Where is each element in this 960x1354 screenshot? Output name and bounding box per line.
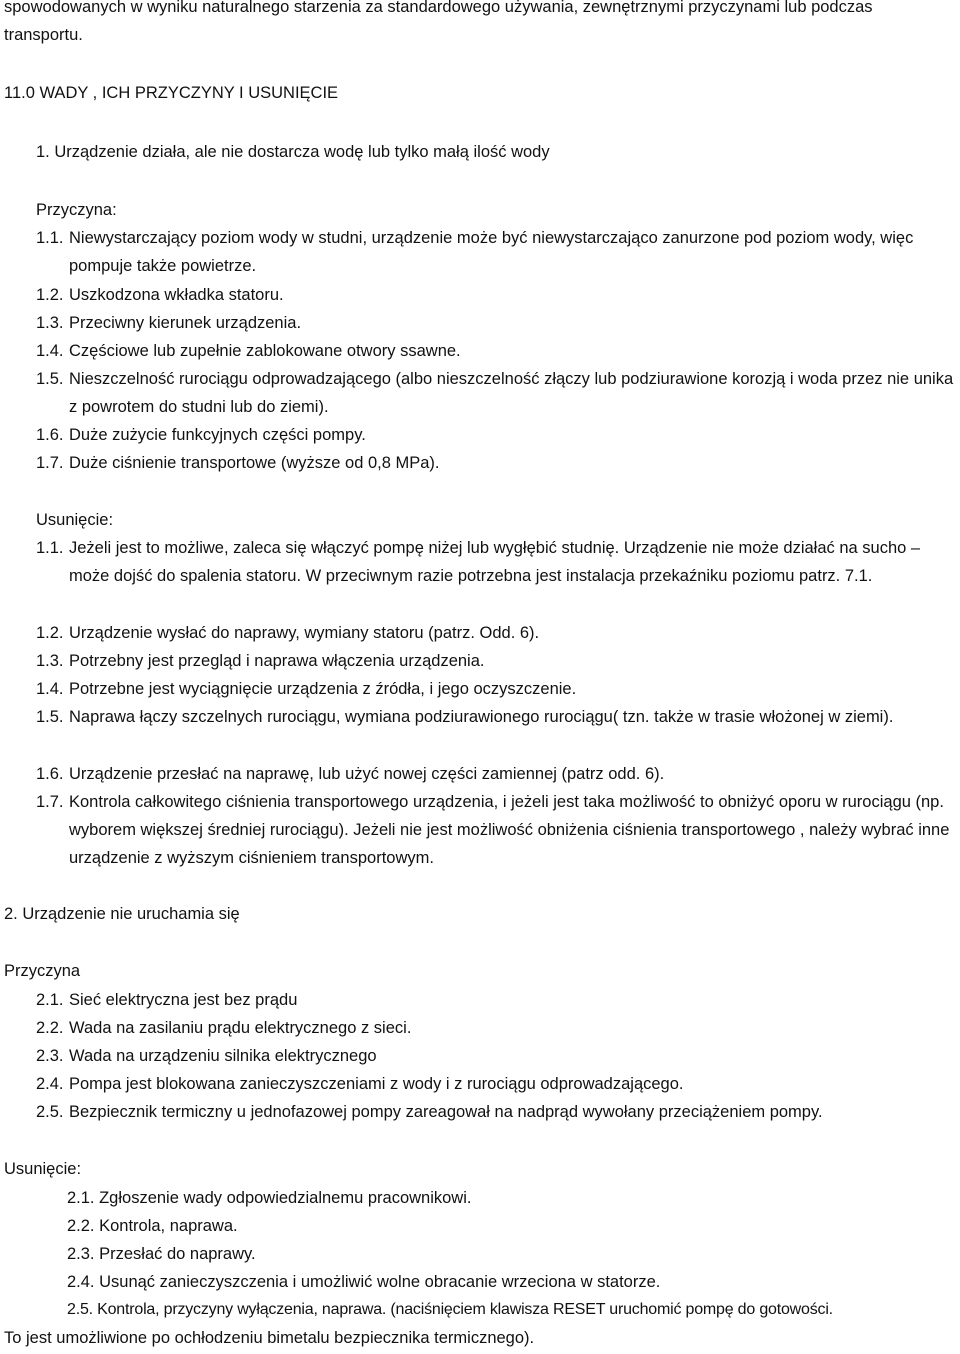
item-number: 1.6.: [36, 765, 64, 783]
item-text: Naprawa łączy szczelnych rurociągu, wymiana podziurawionego rurociągu( tzn. także w trasie włożonej w ziemi).: [69, 708, 894, 726]
fix-item: 2.1. Zgłoszenie wady odpowiedzialnemu pracownikowi.: [67, 1189, 472, 1207]
item-number: 1.2.: [36, 624, 64, 642]
problem-1-fix-label: Usunięcie:: [36, 511, 114, 529]
closing-note: To jest umożliwione po ochłodzeniu bimetalu bezpiecznika termicznego).: [4, 1329, 535, 1347]
cause-item: [36, 449, 954, 477]
item-number: 1.1.: [36, 229, 64, 247]
item-number: 1.5.: [36, 370, 64, 388]
item-text: Pompa jest blokowana zanieczyszczeniami z wody i z rurociągu odprowadzającego.: [69, 1075, 684, 1093]
problem-1-title: 1. Urządzenie działa, ale nie dostarcza wodę lub tylko małą ilość wody: [36, 143, 550, 161]
item-number: 2.4.: [36, 1075, 64, 1093]
item-text: Jeżeli jest to możliwe, zaleca się włączyć pompę niżej lub wygłębić studnię. Urządzenie nie może działać na sucho – może dojść do spalenia statoru. W przeciwnym razie potrzebna jest instalacja przekaźniku poziomu patrz. 7.1.: [69, 539, 921, 585]
item-text: Potrzebne jest wyciągnięcie urządzenia z źródła, i jego oczyszczenie.: [69, 680, 577, 698]
item-text: Uszkodzona wkładka statoru.: [69, 286, 284, 304]
item-number: 2.5.: [36, 1103, 64, 1121]
item-number: 1.4.: [36, 342, 64, 360]
item-number: 2.2.: [36, 1019, 64, 1037]
cause-item: [36, 421, 954, 449]
fix-item: [36, 760, 954, 788]
item-text: Przeciwny kierunek urządzenia.: [69, 314, 302, 332]
item-text: Niewystarczający poziom wody w studni, urządzenie może być niewystarczająco zanurzone pod poziom wody, więc pompuje także powietrze.: [69, 229, 914, 275]
item-number: 1.5.: [36, 708, 64, 726]
cause-item: [36, 1070, 954, 1098]
item-text: Sieć elektryczna jest bez prądu: [69, 991, 298, 1009]
item-number: 2.1.: [36, 991, 64, 1009]
fix-item: 2.3. Przesłać do naprawy.: [67, 1245, 256, 1263]
item-number: 1.7.: [36, 454, 64, 472]
item-number: 1.2.: [36, 286, 64, 304]
item-text: Urządzenie wysłać do naprawy, wymiany statoru (patrz. Odd. 6).: [69, 624, 540, 642]
item-number: 1.4.: [36, 680, 64, 698]
intro-paragraph: spowodowanych w wyniku naturalnego starzenia za standardowego używania, zewnętrznymi przyczynami lub podczas transportu.: [4, 0, 873, 44]
item-text: Wada na zasilaniu prądu elektrycznego z sieci.: [69, 1019, 412, 1037]
item-text: Kontrola całkowitego ciśnienia transportowego urządzenia, i jeżeli jest taka możliwość to obniżyć oporu w rurociągu (np. wyborem większej średniej rurociągu). Jeżeli nie jest możliwość obniżenia ciśnienia transportowego , należy wybrać inne urządzenie z wyższym ciśnieniem transportowym.: [69, 793, 950, 867]
item-text: Częściowe lub zupełnie zablokowane otwory ssawne.: [69, 342, 461, 360]
fix-item: [36, 647, 954, 675]
fix-item: [36, 788, 954, 872]
cause-item: [36, 1042, 954, 1070]
item-number: 1.6.: [36, 426, 64, 444]
cause-item: [36, 986, 954, 1014]
cause-item: [36, 309, 954, 337]
item-text: Bezpiecznik termiczny u jednofazowej pompy zareagował na nadprąd wywołany przeciążeniem pompy.: [69, 1103, 823, 1121]
item-number: 1.3.: [36, 314, 64, 332]
item-text: Wada na urządzeniu silnika elektrycznego: [69, 1047, 377, 1065]
fix-item: [36, 534, 954, 590]
cause-item: [36, 337, 954, 365]
problem-2-cause-label: Przyczyna: [4, 962, 81, 980]
fix-item: 2.2. Kontrola, naprawa.: [67, 1217, 238, 1235]
fix-item: [36, 619, 954, 647]
cause-item: [36, 281, 954, 309]
item-text: Duże zużycie funkcyjnych części pompy.: [69, 426, 366, 444]
cause-item: [36, 1098, 954, 1126]
fix-item: 2.5. Kontrola, przyczyny wyłączenia, naprawa. (naciśnięciem klawisza RESET uruchomić pompę do gotowości.: [67, 1301, 833, 1318]
item-text: Urządzenie przesłać na naprawę, lub użyć nowej części zamiennej (patrz odd. 6).: [69, 765, 665, 783]
fix-item: [36, 703, 954, 731]
cause-item: [36, 365, 954, 421]
section-title: 11.0 WADY , ICH PRZYCZYNY I USUNIĘCIE: [4, 84, 339, 102]
fix-item: 2.4. Usunąć zanieczyszczenia i umożliwić wolne obracanie wrzeciona w statorze.: [67, 1273, 661, 1291]
item-number: 1.7.: [36, 793, 64, 811]
cause-item: [36, 224, 954, 280]
item-number: 1.3.: [36, 652, 64, 670]
fix-item: [36, 675, 954, 703]
item-text: Potrzebny jest przegląd i naprawa włączenia urządzenia.: [69, 652, 485, 670]
item-text: Nieszczelność rurociągu odprowadzającego (albo nieszczelność złączy lub podziurawione korozją i woda przez nie unika z powrotem do studni lub do ziemi).: [69, 370, 954, 416]
problem-2-fix-label: Usunięcie:: [4, 1160, 82, 1178]
cause-item: [36, 1014, 954, 1042]
item-number: 1.1.: [36, 539, 64, 557]
problem-2-title: 2. Urządzenie nie uruchamia się: [4, 905, 240, 923]
item-text: Duże ciśnienie transportowe (wyższe od 0,8 MPa).: [69, 454, 440, 472]
item-number: 2.3.: [36, 1047, 64, 1065]
problem-1-cause-label: Przyczyna:: [36, 201, 117, 219]
